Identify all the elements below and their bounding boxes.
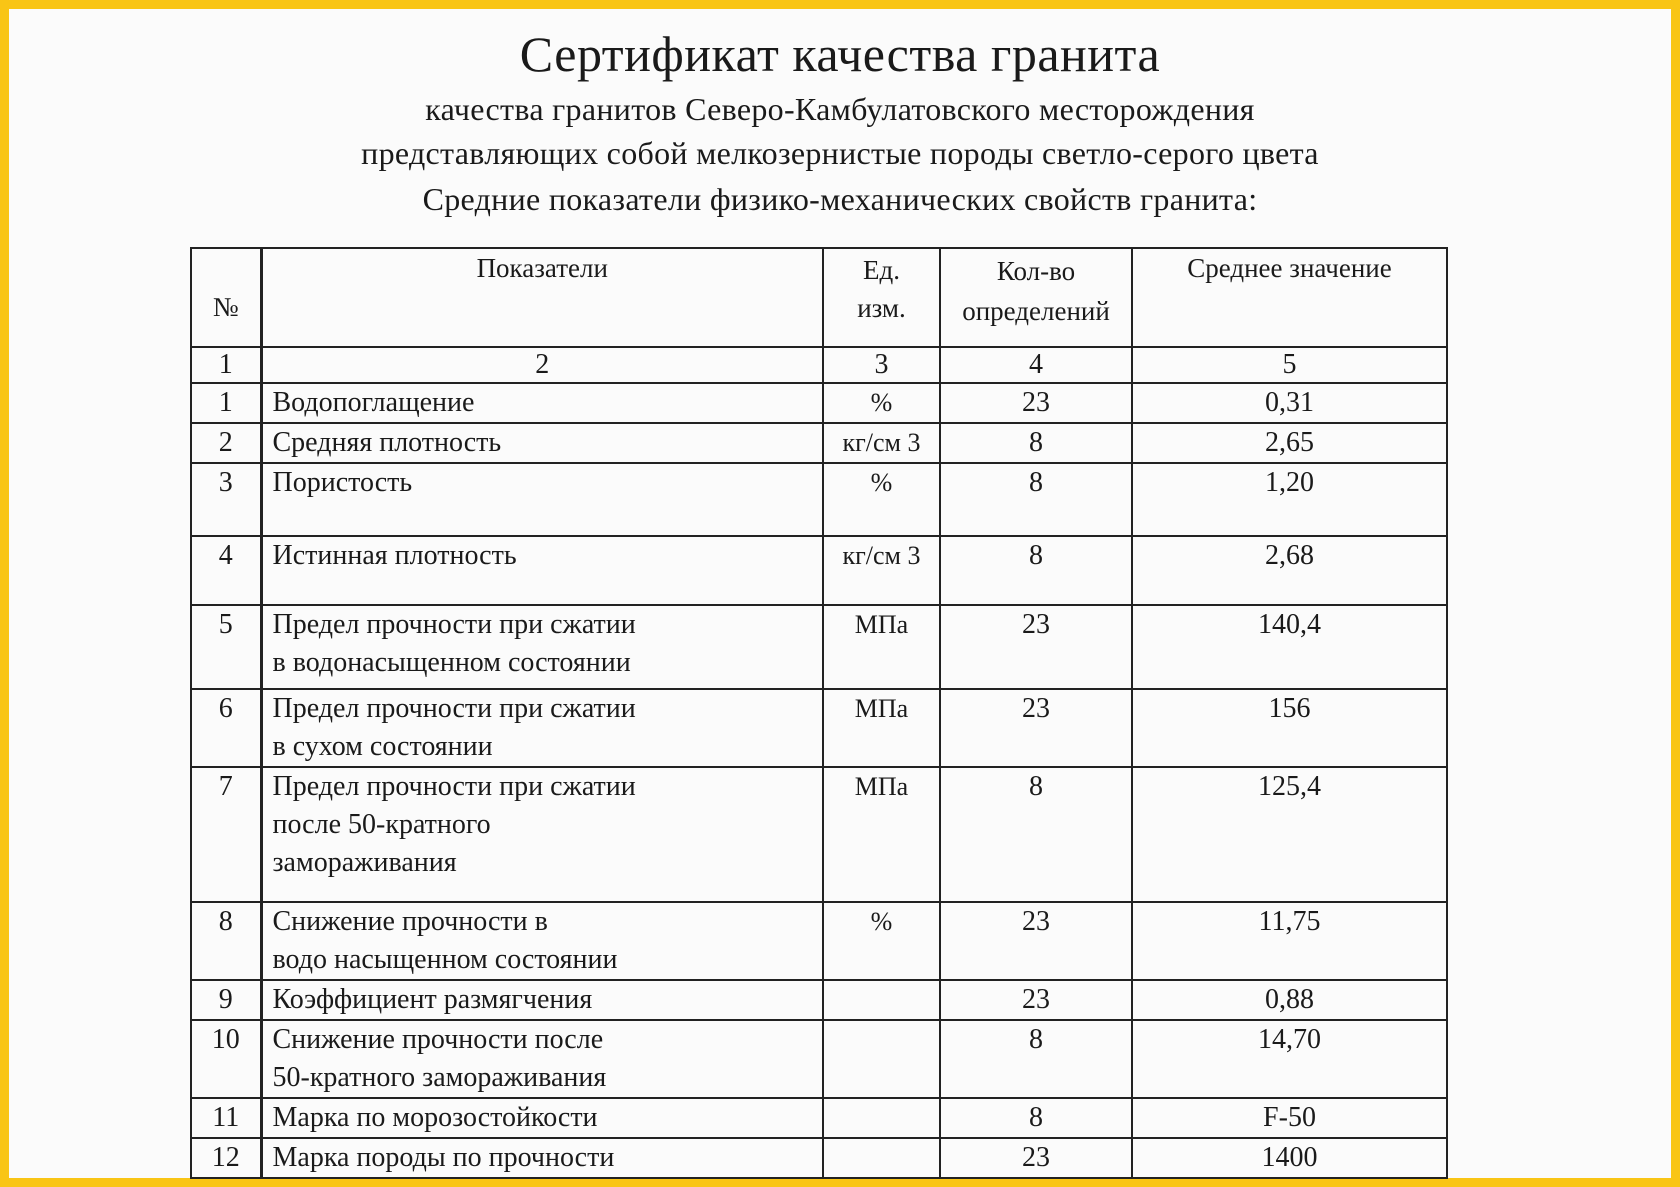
row-param [261, 902, 823, 980]
document-title: Сертификат качества гранита [519, 26, 1161, 82]
row-param [261, 423, 823, 463]
row-param [261, 980, 823, 1020]
row-unit: % [823, 902, 940, 980]
row-count: 23 [940, 1138, 1132, 1178]
row-average: 1,20 [1132, 463, 1447, 536]
row-param [261, 767, 823, 902]
row-number: 1 [191, 383, 261, 423]
param-line: Предел прочности при сжатии [272, 693, 636, 724]
column-number: 4 [940, 347, 1132, 383]
row-unit: МПа [823, 605, 940, 689]
header-no: № [191, 248, 261, 347]
row-average: 125,4 [1132, 767, 1447, 902]
row-count: 8 [940, 1098, 1132, 1138]
table-row [191, 463, 1447, 536]
row-count: 8 [940, 767, 1132, 902]
row-number: 2 [191, 423, 261, 463]
column-number: 2 [261, 347, 823, 383]
table-row [191, 1098, 1447, 1138]
subtitle-line-2: представляющих собой мелкозернистые породы светло-серого цвета [361, 135, 1319, 171]
header-count [940, 248, 1132, 347]
row-param [261, 1098, 823, 1138]
param-line: замораживания [272, 847, 457, 878]
param-line: Коэффициент размягчения [272, 984, 593, 1015]
row-number: 9 [191, 980, 261, 1020]
row-param [261, 536, 823, 605]
row-count: 23 [940, 980, 1132, 1020]
row-unit [823, 1098, 940, 1138]
row-count: 23 [940, 689, 1132, 767]
subtitle-line-3: Средние показатели физико-механических свойств гранита: [422, 181, 1258, 217]
row-average: 2,68 [1132, 536, 1447, 605]
row-unit [823, 980, 940, 1020]
row-average: 11,75 [1132, 902, 1447, 980]
param-line: Водопоглащение [272, 387, 475, 418]
row-unit [823, 1138, 940, 1178]
table-row [191, 605, 1447, 689]
param-line: Пористость [272, 467, 413, 498]
row-number: 3 [191, 463, 261, 536]
row-unit: % [823, 463, 940, 536]
row-unit: МПа [823, 689, 940, 767]
row-count: 23 [940, 605, 1132, 689]
param-line: после 50-кратного [272, 809, 491, 840]
row-param [261, 689, 823, 767]
param-line: Марка по морозостойкости [272, 1102, 598, 1133]
row-average: 2,65 [1132, 423, 1447, 463]
table-row [191, 689, 1447, 767]
row-unit: кг/см 3 [823, 423, 940, 463]
table-row [191, 980, 1447, 1020]
table-row [191, 423, 1447, 463]
column-number-row [191, 347, 1447, 383]
row-number: 8 [191, 902, 261, 980]
row-unit: МПа [823, 767, 940, 902]
row-number: 7 [191, 767, 261, 902]
properties-table [190, 247, 1448, 1179]
param-line: Снижение прочности после [272, 1024, 604, 1055]
header-count-line-1: Кол-во [996, 256, 1076, 286]
param-line: водо насыщенном состоянии [272, 944, 618, 975]
row-count: 8 [940, 423, 1132, 463]
table-row [191, 536, 1447, 605]
table-header-row [191, 248, 1447, 347]
row-unit: кг/см 3 [823, 536, 940, 605]
row-param [261, 383, 823, 423]
param-line: Средняя плотность [272, 427, 502, 458]
header-avg: Среднее значение [1132, 248, 1447, 347]
row-count: 8 [940, 536, 1132, 605]
header-unit [823, 248, 940, 347]
row-average: 1400 [1132, 1138, 1447, 1178]
param-line: Снижение прочности в [272, 906, 548, 937]
column-number: 3 [823, 347, 940, 383]
row-param [261, 463, 823, 536]
row-number: 11 [191, 1098, 261, 1138]
table-row [191, 1138, 1447, 1178]
row-number: 6 [191, 689, 261, 767]
row-param [261, 1138, 823, 1178]
header-unit-line-2: изм. [857, 293, 906, 323]
param-line: Истинная плотность [272, 540, 517, 571]
header-param: Показатели [261, 248, 823, 347]
row-average: 14,70 [1132, 1020, 1447, 1098]
table-row [191, 767, 1447, 902]
row-average: 156 [1132, 689, 1447, 767]
row-param [261, 605, 823, 689]
header-count-line-2: определений [962, 296, 1110, 326]
header-unit-line-1: Ед. [863, 255, 900, 285]
row-count: 8 [940, 1020, 1132, 1098]
param-line: Предел прочности при сжатии [272, 771, 636, 802]
row-count: 8 [940, 463, 1132, 536]
row-average: 0,88 [1132, 980, 1447, 1020]
row-unit: % [823, 383, 940, 423]
param-line: 50-кратного замораживания [272, 1062, 607, 1093]
row-average: 0,31 [1132, 383, 1447, 423]
row-param [261, 1020, 823, 1098]
subtitle-line-1: качества гранитов Северо-Камбулатовского месторождения [425, 91, 1255, 127]
table-row [191, 902, 1447, 980]
param-line: в водонасыщенном состоянии [272, 647, 631, 678]
table-row [191, 1020, 1447, 1098]
param-line: Марка породы по прочности [272, 1142, 615, 1173]
row-average: F-50 [1132, 1098, 1447, 1138]
row-average: 140,4 [1132, 605, 1447, 689]
row-number: 12 [191, 1138, 261, 1178]
column-number: 1 [191, 347, 261, 383]
row-number: 5 [191, 605, 261, 689]
param-line: Предел прочности при сжатии [272, 609, 636, 640]
row-count: 23 [940, 902, 1132, 980]
param-line: в сухом состоянии [272, 731, 493, 762]
table-row [191, 383, 1447, 423]
row-unit [823, 1020, 940, 1098]
row-count: 23 [940, 383, 1132, 423]
row-number: 4 [191, 536, 261, 605]
row-number: 10 [191, 1020, 261, 1098]
column-number: 5 [1132, 347, 1447, 383]
